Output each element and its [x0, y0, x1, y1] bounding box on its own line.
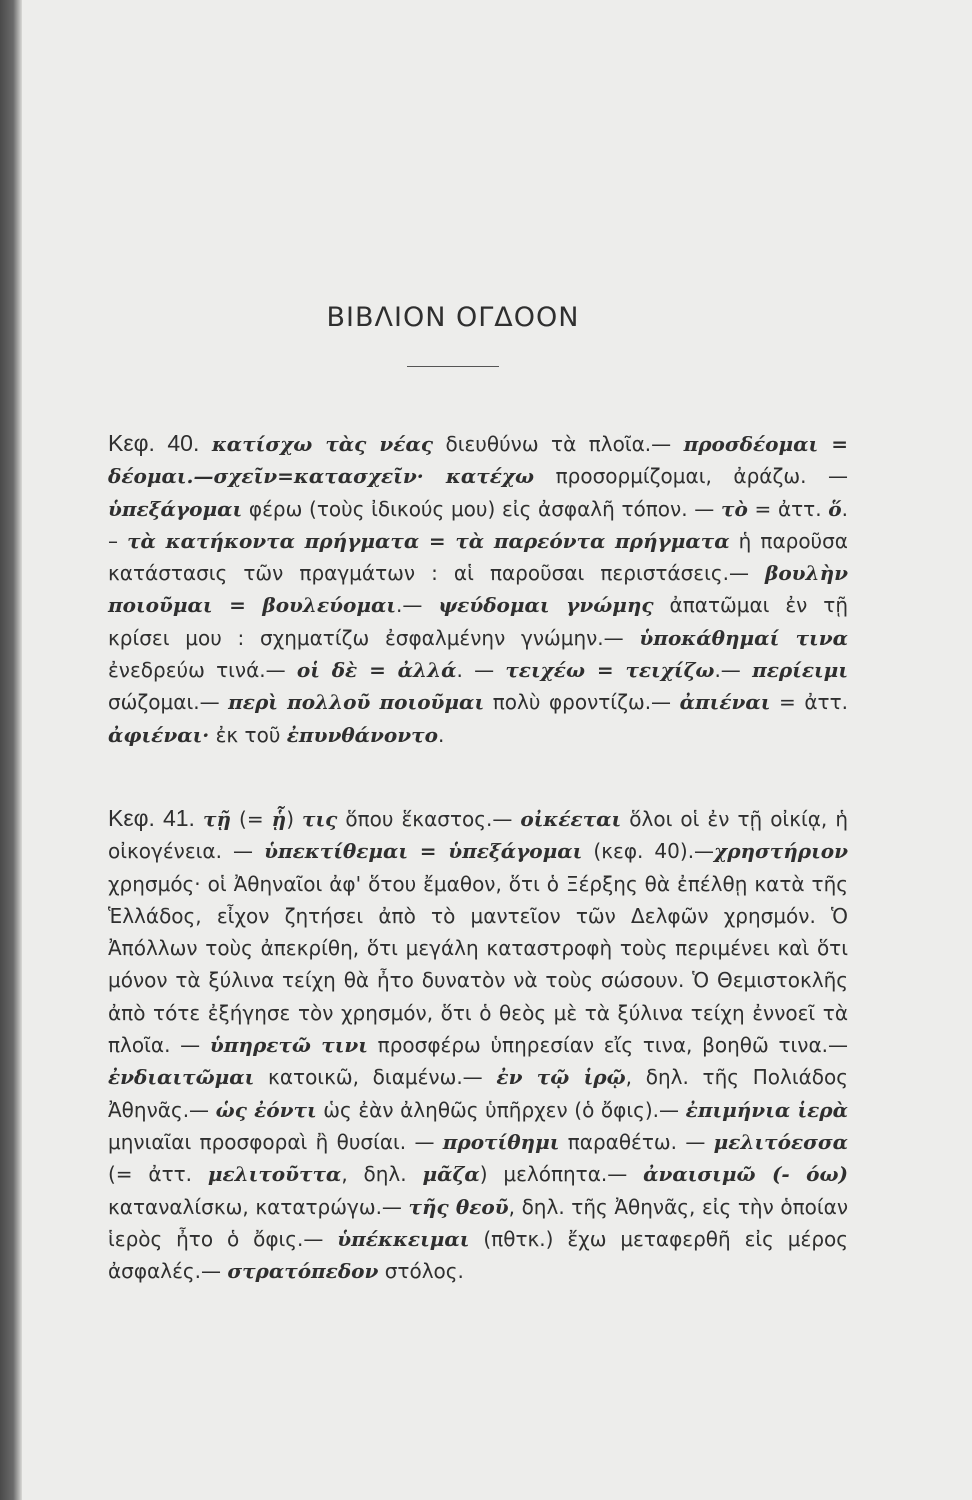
- gloss-text: φέρω (τοὺς ἰδικούς μου) εἰς ἀσφαλῆ τόπον. —: [242, 496, 721, 521]
- gloss-text: .—: [396, 593, 439, 618]
- glossed-term: ἀφιέναι·: [108, 722, 210, 747]
- glossed-term: ὑπεκτίθεμαι = ὑπεξάγομαι: [264, 839, 583, 864]
- title-rule: [407, 366, 499, 367]
- glossed-term: ὑπηρετῶ τινι: [209, 1033, 368, 1058]
- gloss-text: ἐκ τοῦ: [209, 722, 287, 747]
- gloss-text: καταναλίσκω, κατατρώγω.—: [108, 1194, 409, 1219]
- glossed-term: τῇ: [203, 807, 231, 831]
- gloss-text: . –: [108, 496, 848, 553]
- glossed-term: περὶ πολλοῦ ποιοῦμαι: [228, 690, 485, 715]
- glossed-term: ὑπέκκειμαι: [337, 1226, 470, 1251]
- gloss-text: σώζομαι.—: [108, 690, 229, 715]
- glossed-term: τὸ: [720, 496, 748, 521]
- gloss-text: ἡ παροῦσα κατάστασις τῶν πραγμάτων : αἱ παροῦσαι περιστάσεις.—: [108, 528, 848, 586]
- glossed-term: βουλὴν ποιοῦμαι = βουλεύομαι: [108, 561, 848, 618]
- chapter-text: [108, 807, 848, 1283]
- gloss-text: ἀπατῶμαι ἐν τῇ κρίσει μου : σχηματίζω ἐσφαλμένην γνώμην.—: [108, 593, 848, 650]
- glossed-term: χρηστήριον: [714, 839, 848, 864]
- gloss-text: .: [437, 722, 445, 747]
- glossed-term: ἐπυνθάνοντο: [286, 722, 438, 747]
- gloss-text: προσφέρω ὑπηρεσίαν εἴς τινα, βοηθῶ τινα.—: [367, 1033, 849, 1058]
- gloss-text: μηνιαῖαι προσφοραὶ ἢ θυσίαι. —: [108, 1129, 443, 1154]
- glossed-term: προτίθημι: [442, 1129, 560, 1154]
- glossed-term: μᾶζα: [422, 1162, 480, 1187]
- glossed-term: ὅ: [828, 496, 842, 521]
- glossed-term: τὰ κατήκοντα πρήγματα = τὰ παρεόντα πρήγματα: [127, 528, 730, 553]
- glossed-term: ψεύδομαι γνώμης: [438, 593, 654, 618]
- glossed-term: ἀναισιμῶ (- όω): [643, 1162, 848, 1187]
- glossed-term: στρατόπεδον: [227, 1259, 379, 1284]
- book-page: [22, 0, 972, 1500]
- glossed-term: προσδέομαι = δέομαι.—σχεῖν=κατασχεῖν· κατέχω: [108, 432, 848, 489]
- glossed-term: τις: [302, 807, 338, 831]
- glossed-term: ἀπιέναι: [679, 690, 771, 715]
- glossed-term: τῆς θεοῦ: [408, 1194, 509, 1219]
- gloss-text: = ἀττ.: [747, 496, 829, 521]
- gloss-text: , δηλ.: [341, 1162, 423, 1187]
- gloss-text: (=: [231, 807, 272, 831]
- glossed-term: τειχέω = τειχίζω: [505, 658, 715, 683]
- glossed-term: ἐνδιαιτῶμαι: [108, 1065, 255, 1090]
- gloss-text: = ἀττ.: [770, 690, 848, 715]
- glossed-term: ᾗ: [271, 807, 287, 831]
- chapter-41-paragraph: [108, 802, 848, 1287]
- gloss-text: προσορμίζομαι, ἀράζω. —: [534, 464, 848, 489]
- page-title: ΒΙΒΛΙΟΝ ΟΓΔΟΟΝ: [326, 302, 580, 333]
- chapter-label: Κεφ. 41.: [108, 805, 195, 831]
- gloss-text: ὡς ἐὰν ἀληθῶς ὑπῆρχεν (ὁ ὄφις).—: [316, 1097, 686, 1122]
- gloss-text: , δηλ. τῆς Ἀθηνᾶς, εἰς τὴν ὁποίαν ἱερὸς ἦτο ὁ ὄφις.—: [108, 1194, 848, 1251]
- glossed-term: ἐπιμήνια ἱερὰ: [685, 1097, 849, 1122]
- gloss-text: ὅλοι οἱ ἐν τῇ οἰκίᾳ, ἡ οἰκογένεια. —: [108, 807, 849, 864]
- gloss-text: ὅπου ἕκαστος.—: [337, 807, 521, 831]
- gloss-text: παραθέτω. —: [559, 1129, 714, 1154]
- glossed-term: περίειμι: [752, 658, 848, 683]
- gloss-text: ) μελόπητα.—: [479, 1162, 644, 1187]
- chapter-text: [108, 432, 848, 747]
- gloss-text: κατοικῶ, διαμένω.—: [254, 1065, 497, 1090]
- gloss-text: (κεφ. 40).—: [582, 839, 715, 864]
- glossed-term: οἰκέεται: [520, 807, 622, 831]
- book-binding-edge: [0, 0, 22, 1500]
- gloss-text: . —: [456, 658, 506, 683]
- glossed-term: ὑποκάθημαί τινα: [639, 625, 848, 650]
- gloss-text: (= ἀττ.: [108, 1162, 208, 1187]
- gloss-text: στόλος.: [378, 1259, 464, 1284]
- glossed-term: οἱ δὲ = ἀλλά: [296, 658, 457, 683]
- gloss-text: .—: [714, 658, 753, 683]
- glossed-term: κατίσχω τὰς νέας: [211, 432, 434, 456]
- gloss-text: ): [286, 807, 303, 831]
- glossed-term: ὑπεξάγομαι: [108, 496, 243, 521]
- glossed-term: ἐν τῷ ἱρῷ: [496, 1065, 626, 1090]
- glossed-term: μελιτόεσσα: [713, 1129, 848, 1154]
- gloss-text: , δηλ. τῆς Πολιάδος Ἀθηνᾶς.—: [108, 1065, 849, 1122]
- glossed-term: ὡς ἐόντι: [215, 1097, 317, 1122]
- gloss-text: διευθύνω τὰ πλοῖα.—: [433, 432, 684, 456]
- gloss-text: πολὺ φροντίζω.—: [484, 690, 680, 715]
- gloss-text: ἐνεδρεύω τινά.—: [108, 658, 297, 683]
- gloss-text: (πθτκ.) ἔχω μεταφερθῆ εἰς μέρος ἀσφαλές.—: [108, 1226, 848, 1284]
- chapter-label: Κεφ. 40.: [108, 430, 200, 456]
- gloss-text: χρησμός· οἱ Ἀθηναῖοι ἀφ' ὅτου ἔμαθον, ὅτι ὁ Ξέρξης θὰ ἐπέλθῃ κατὰ τῆς Ἑλλάδος, εἶχον ζητήσει ἀπὸ τὸ μαντεῖον τῶν Δελφῶν χρησμόν. Ὁ Ἀπόλλων τοὺς ἀπεκρίθη, ὅτι μεγάλη καταστροφὴ τοὺς περιμένει καὶ ὅτι μόνον τὰ ξύλινα τείχη θὰ ἦτο δυνατὸν νὰ τοὺς σώσουν. Ὁ Θεμιστοκλῆς ἀπὸ τότε ἐξήγησε τὸν χρησμόν, ὅτι ὁ θεὸς μὲ τὰ ξύλινα τείχη ἐννοεῖ τὰ πλοῖα. —: [108, 871, 848, 1058]
- glossed-term: μελιτοῦττα: [207, 1162, 342, 1187]
- chapter-40-paragraph: [108, 427, 848, 751]
